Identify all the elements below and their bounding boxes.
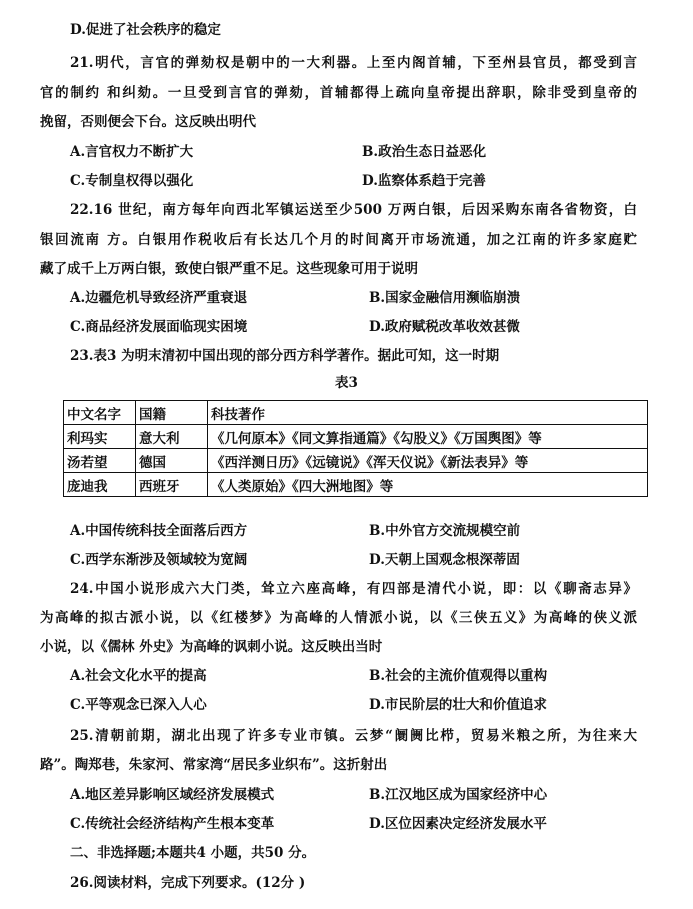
table3 [63,400,648,497]
table3-caption: 表3 [335,375,358,391]
q22-option-b: B.国家金融信用濒临崩溃 [369,290,521,306]
q25-option-b: B.江汉地区成为国家经济中心 [369,787,548,803]
table-cell-name: 利玛实 [64,425,136,449]
table-row [64,449,648,473]
table-cell-country: 德国 [136,449,208,473]
q25-stem-line-1: 25.清朝前期，湖北出现了许多专业市镇。云梦“阛阓比栉，贸易米粮之所，为往来大 [70,728,637,744]
q22-stem-line-2: 银回流南 方。白银用作税收后有长达几个月的时间离开市场流通，加之江南的许多家庭贮 [40,232,637,248]
q21-stem-line-2: 官的制约 和纠劾。一旦受到言官的弹劾，首辅都得上疏向皇帝提出辞职，除非受到皇帝的 [40,85,637,101]
q25-option-a: A.地区差异影响区域经济发展模式 [70,787,275,803]
q21-option-d: D.监察体系趋于完善 [362,173,486,189]
section-heading: 二、非选择题;本题共4 小题，共50 分。 [70,845,316,861]
table-header-cell: 国籍 [136,401,208,425]
q24-stem-line-3: 小说，以《儒林 外史》为高峰的讽刺小说。这反映出当时 [40,639,383,655]
q24-option-b: B.社会的主流价值观得以重构 [369,668,548,684]
q24-stem-line-1: 24.中国小说形成六大门类，耸立六座高峰，有四部是清代小说，即：以《聊斋志异》 [70,581,637,597]
q22-option-a: A.边疆危机导致经济严重衰退 [70,290,248,306]
q26-stem: 26.阅读材料，完成下列要求。(12分 ) [70,875,306,891]
table-header-cell: 科技著作 [208,401,648,425]
q20-option-d: D.促进了社会秩序的稳定 [70,22,221,38]
table-cell-country: 意大利 [136,425,208,449]
table-cell-country: 西班牙 [136,473,208,497]
q25-stem-line-2: 路”。陶郑巷，朱家河、常家湾“居民多业织布”。这折射出 [40,757,388,773]
q21-stem-line-3: 挽留，否则便会下台。这反映出明代 [40,114,256,130]
q24-option-a: A.社会文化水平的提高 [70,668,207,684]
q24-option-c: C.平等观念已深入人心 [70,697,207,713]
q25-option-d: D.区位因素决定经济发展水平 [369,816,547,832]
table-cell-name: 汤若望 [64,449,136,473]
table-cell-works: 《几何原本》《同文算指通篇》《勾股义》《万国舆图》等 [208,425,648,449]
q23-option-a: A.中国传统科技全面落后西方 [70,523,248,539]
q21-option-a: A.言官权力不断扩大 [70,144,194,160]
q21-option-c: C.专制皇权得以强化 [70,173,194,189]
table-row [64,473,648,497]
q21-stem-line-1: 21.明代，言官的弹劾权是朝中的一大利器。上至内阁首辅，下至州县官员，都受到言 [70,55,637,71]
table-header-row [64,401,648,425]
table-cell-name: 庞迪我 [64,473,136,497]
q24-option-d: D.市民阶层的壮大和价值追求 [369,697,547,713]
q23-option-c: C.西学东渐涉及领域较为宽阔 [70,552,248,568]
table-cell-works: 《人类原始》《四大洲地图》等 [208,473,648,497]
q25-option-c: C.传统社会经济结构产生根本变革 [70,816,275,832]
q22-option-c: C.商品经济发展面临现实困境 [70,319,248,335]
q22-stem-line-1: 22.16 世纪，南方每年向西北军镇运送至少500 万两白银，后因采购东南各省物资，白 [70,202,637,218]
q24-stem-line-2: 为高峰的拟古派小说，以《红楼梦》为高峰的人情派小说，以《三侠五义》为高峰的侠义派 [40,610,637,626]
q23-option-b: B.中外官方交流规模空前 [369,523,521,539]
q21-option-b: B.政治生态日益恶化 [362,144,487,160]
q23-stem: 23.表3 为明末清初中国出现的部分西方科学著作。据此可知，这一时期 [70,348,500,364]
table-header-cell: 中文名字 [64,401,136,425]
table-cell-works: 《西洋测日历》《远镜说》《浑天仪说》《新法表异》等 [208,449,648,473]
q22-option-d: D.政府赋税改革收效甚微 [369,319,520,335]
q23-option-d: D.天朝上国观念根深蒂固 [369,552,520,568]
q22-stem-line-3: 藏了成千上万两白银，致使白银严重不足。这些现象可用于说明 [40,261,418,277]
table-row [64,425,648,449]
